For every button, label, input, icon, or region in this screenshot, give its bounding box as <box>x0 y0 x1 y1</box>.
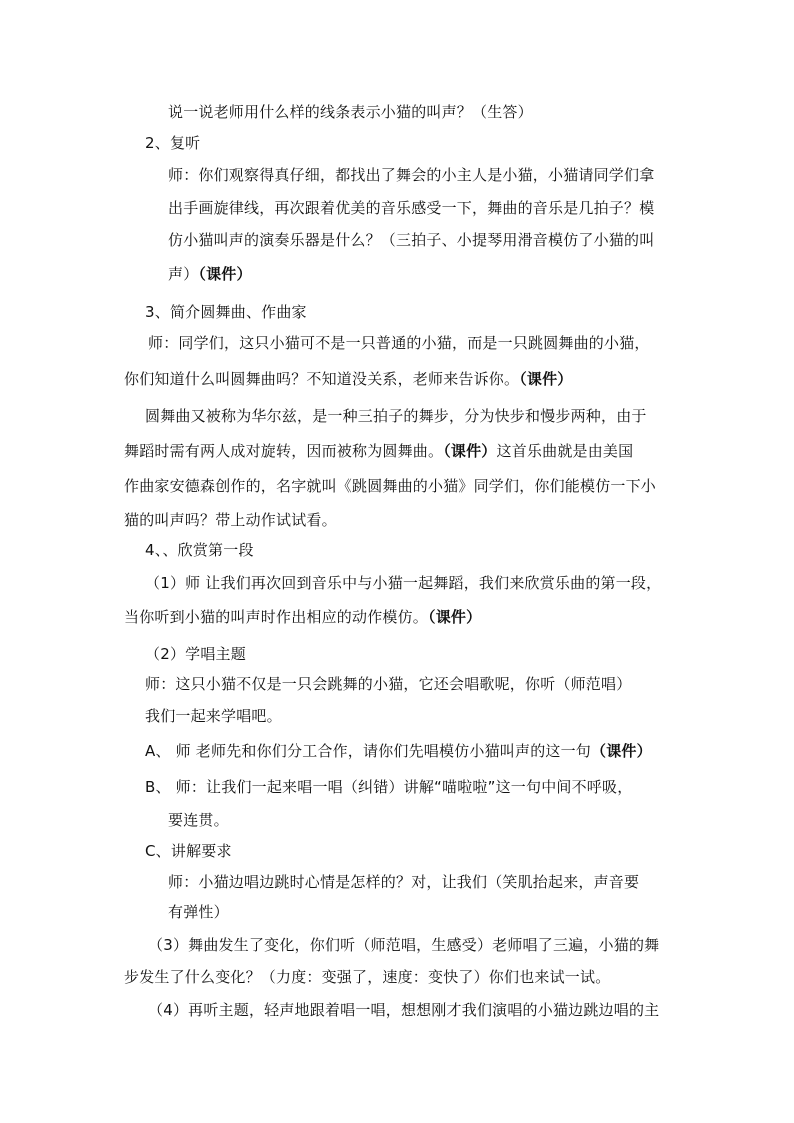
text-line: 猫的叫声吗？带上动作试试看。 <box>124 511 337 529</box>
courseware-tag: （课件） <box>198 265 252 283</box>
text-line: 说一说老师用什么样的线条表示小猫的叫声？（生答） <box>168 103 533 121</box>
text-line: 有弹性） <box>168 903 229 921</box>
text-line: 舞蹈时需有两人成对旋转，因而被称为圆舞曲。（课件）这首乐曲就是由美国 <box>124 442 634 460</box>
section-heading: C、讲解要求 <box>145 842 232 860</box>
text-line: 你们知道什么叫圆舞曲吗？不知道没关系，老师来告诉你。（课件） <box>124 370 573 388</box>
section-heading: 4、、欣赏第一段 <box>145 541 254 559</box>
section-heading: （2）学唱主题 <box>145 645 246 663</box>
text-line: 仿小猫叫声的演奏乐器是什么？（三拍子、小提琴用滑音模仿了小猫的叫 <box>168 231 655 249</box>
courseware-tag: （课件） <box>591 742 652 760</box>
section-heading: 3、简介圆舞曲、作曲家 <box>145 303 307 321</box>
text-line: 步发生了什么变化？（力度：变强了，速度：变快了）你们也来试一试。 <box>124 968 611 986</box>
text-line: （3）舞曲发生了变化，你们听（师范唱，生感受）老师唱了三遍，小猫的舞 <box>148 936 660 954</box>
text-line: B、 师：让我们一起来唱一唱（纠错）讲解“喵啦啦”这一句中间不呼吸， <box>145 778 633 796</box>
text-line: 要连贯。 <box>168 811 229 829</box>
text-line: 师：这只小猫不仅是一只会跳舞的小猫，它还会唱歌呢，你听（师范唱） <box>145 675 632 693</box>
text-line: 师：小猫边唱边跳时心情是怎样的？对，让我们（笑肌抬起来，声音要 <box>168 873 640 891</box>
text-line: 作曲家安德森创作的，名字就叫《跳圆舞曲的小猫》同学们，你们能模仿一下小 <box>124 477 657 495</box>
text-line: 出手画旋律线，再次跟着优美的音乐感受一下，舞曲的音乐是几拍子？模 <box>168 199 655 217</box>
text-line: 我们一起来学唱吧。 <box>145 707 282 725</box>
text-line: 声）（课件） <box>168 265 252 283</box>
text-line: A、 师 老师先和你们分工合作，请你们先唱模仿小猫叫声的这一句（课件） <box>145 742 652 760</box>
text-line: （4）再听主题，轻声地跟着唱一唱，想想刚才我们演唱的小猫边跳边唱的主 <box>148 1001 660 1019</box>
text-line: （1）师 让我们再次回到音乐中与小猫一起舞蹈，我们来欣赏乐曲的第一段， <box>145 574 662 592</box>
courseware-tag: （课件） <box>428 608 482 626</box>
courseware-tag: （课件） <box>519 370 573 388</box>
text-line: 圆舞曲又被称为华尔兹，是一种三拍子的舞步，分为快步和慢步两种，由于 <box>145 407 647 425</box>
courseware-tag: （课件） <box>443 442 497 460</box>
text-line: 师：同学们，这只小猫可不是一只普通的小猫，而是一只跳圆舞曲的小猫， <box>148 334 650 352</box>
text-line: 当你听到小猫的叫声时作出相应的动作模仿。（课件） <box>124 608 482 626</box>
section-heading: 2、复听 <box>145 134 201 152</box>
text-line: 师：你们观察得真仔细，都找出了舞会的小主人是小猫，小猫请同学们拿 <box>168 166 655 184</box>
